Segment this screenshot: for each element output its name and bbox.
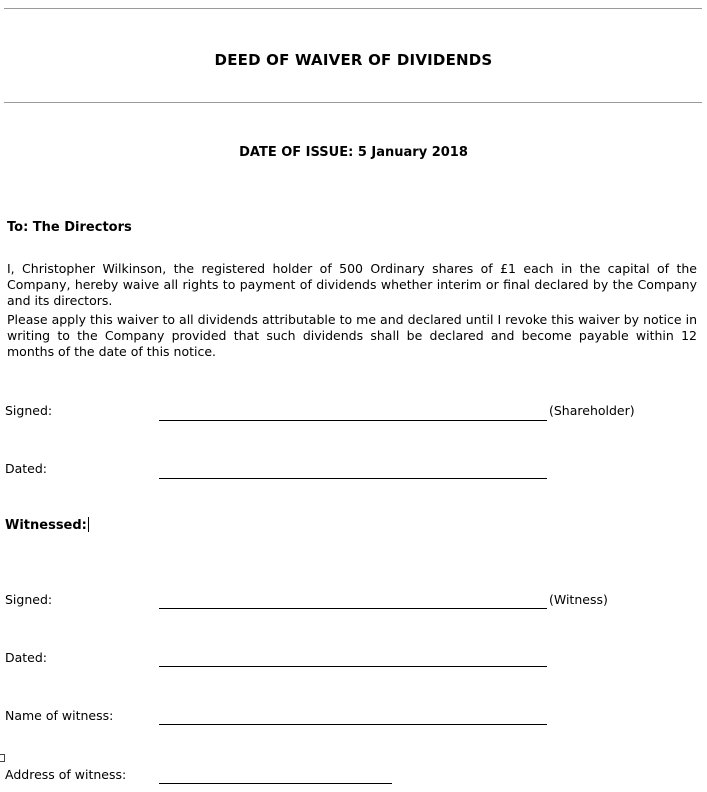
shareholder-signature-line[interactable]: [159, 420, 547, 421]
shareholder-dated-label: Dated:: [5, 461, 48, 476]
top-rule: [4, 8, 702, 9]
witness-signed-label: Signed:: [5, 592, 53, 607]
witness-name-label: Name of witness:: [5, 708, 114, 723]
waiver-paragraph: I, Christopher Wilkinson, the registered holder of 500 Ordinary shares of £1 each in the capital of the Company, hereby waive all rights to payment of dividends whether interim or final declared by the Company and its directors.: [7, 261, 697, 308]
addressee: To: The Directors: [7, 220, 132, 235]
witness-dated-label: Dated:: [5, 650, 48, 665]
witness-address-line[interactable]: [159, 783, 392, 784]
shareholder-signed-label: Signed:: [5, 403, 53, 418]
witness-suffix: (Witness): [549, 592, 608, 607]
witness-name-line[interactable]: [159, 724, 547, 725]
witnessed-heading-text: Witnessed:: [5, 518, 87, 533]
issue-date: DATE OF ISSUE: 5 January 2018: [239, 145, 468, 160]
witness-address-label: Address of witness:: [5, 767, 127, 782]
shareholder-suffix: (Shareholder): [549, 403, 635, 418]
witness-signature-line[interactable]: [159, 608, 547, 609]
text-cursor: [88, 517, 89, 532]
shareholder-date-line[interactable]: [159, 478, 547, 479]
witness-date-line[interactable]: [159, 666, 547, 667]
document-title: DEED OF WAIVER OF DIVIDENDS: [214, 51, 493, 69]
table-move-handle-icon[interactable]: [0, 754, 5, 762]
witnessed-heading[interactable]: [5, 517, 89, 533]
title-bottom-rule: [4, 102, 702, 103]
application-paragraph: Please apply this waiver to all dividends attributable to me and declared until I revoke this waiver by notice in writing to the Company provided that such dividends shall be declared and become payable within 12 months of the date of this notice.: [7, 312, 697, 359]
